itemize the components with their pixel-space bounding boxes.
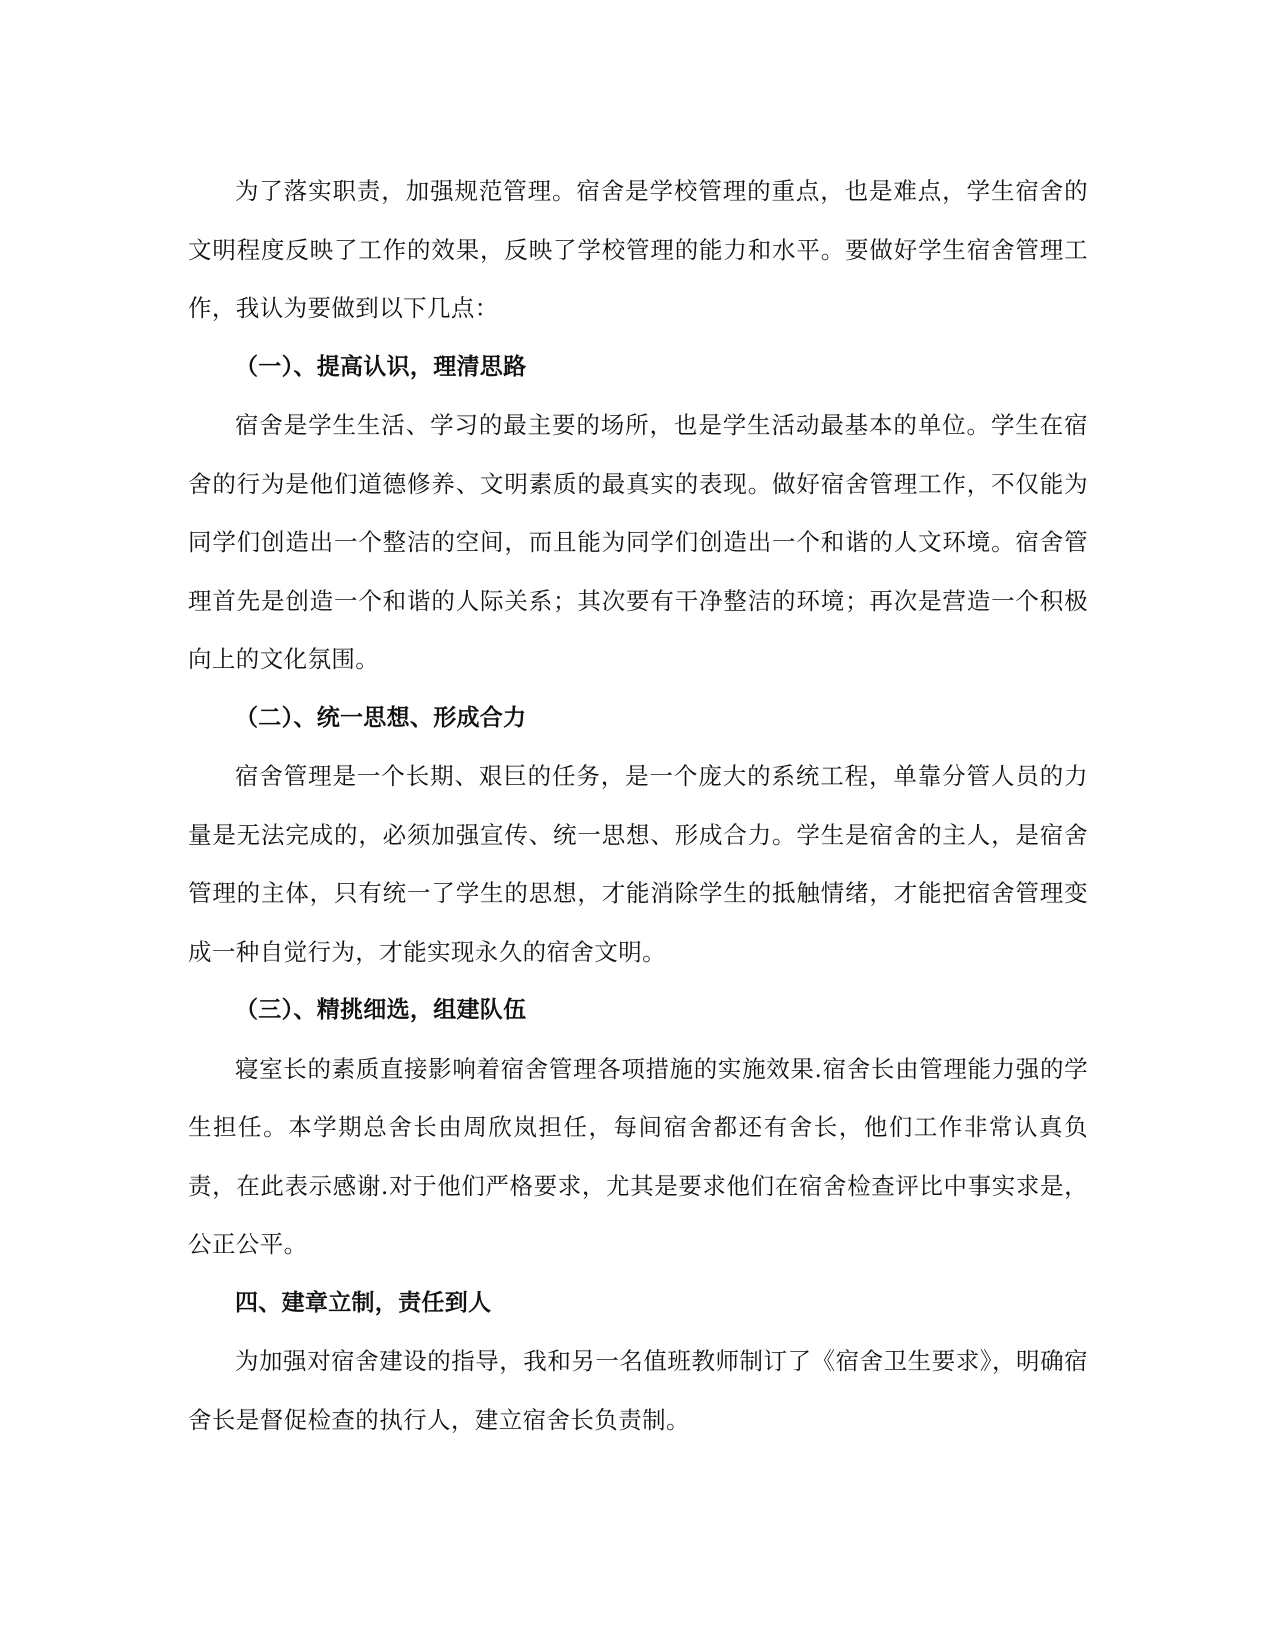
intro-paragraph: 为了落实职责，加强规范管理。宿舍是学校管理的重点，也是难点，学生宿舍的文明程度反映了工作的效果，反映了学校管理的能力和水平。要做好学生宿舍管理工作，我认为要做到以下几点： <box>188 177 1088 322</box>
section-1-heading: （一）、提高认识，理清思路 <box>235 353 527 380</box>
document-body <box>188 162 1088 1449</box>
section-1-paragraph: 宿舍是学生生活、学习的最主要的场所，也是学生活动最基本的单位。学生在宿舍的行为是他们道德修养、文明素质的最真实的表现。做好宿舍管理工作，不仅能为同学们创造出一个整洁的空间，而且能为同学们创造出一个和谐的人文环境。宿舍管理首先是创造一个和谐的人际关系；其次要有干净整洁的环境；再次是营造一个积极向上的文化氛围。 <box>188 411 1088 673</box>
section-3-paragraph: 寝室长的素质直接影响着宿舍管理各项措施的实施效果.宿舍长由管理能力强的学生担任。本学期总舍长由周欣岚担任，每间宿舍都还有舍长，他们工作非常认真负责，在此表示感谢.对于他们严格要求，尤其是要求他们在宿舍检查评比中事实求是，公正公平。 <box>188 1054 1088 1258</box>
section-4-paragraph: 为加强对宿舍建设的指导，我和另一名值班教师制订了《宿舍卫生要求》，明确宿舍长是督促检查的执行人，建立宿舍长负责制。 <box>188 1347 1088 1434</box>
section-3-heading: （三）、精挑细选，组建队伍 <box>235 997 527 1023</box>
section-2-heading: （二）、统一思想、形成合力 <box>235 704 527 731</box>
section-4-heading: 四、建章立制，责任到人 <box>235 1289 492 1316</box>
section-2-paragraph: 宿舍管理是一个长期、艰巨的任务，是一个庞大的系统工程，单靠分管人员的力量是无法完成的，必须加强宣传、统一思想、形成合力。学生是宿舍的主人，是宿舍管理的主体，只有统一了学生的思想，才能消除学生的抵触情绪，才能把宿舍管理变成一种自觉行为，才能实现永久的宿舍文明。 <box>188 762 1088 966</box>
